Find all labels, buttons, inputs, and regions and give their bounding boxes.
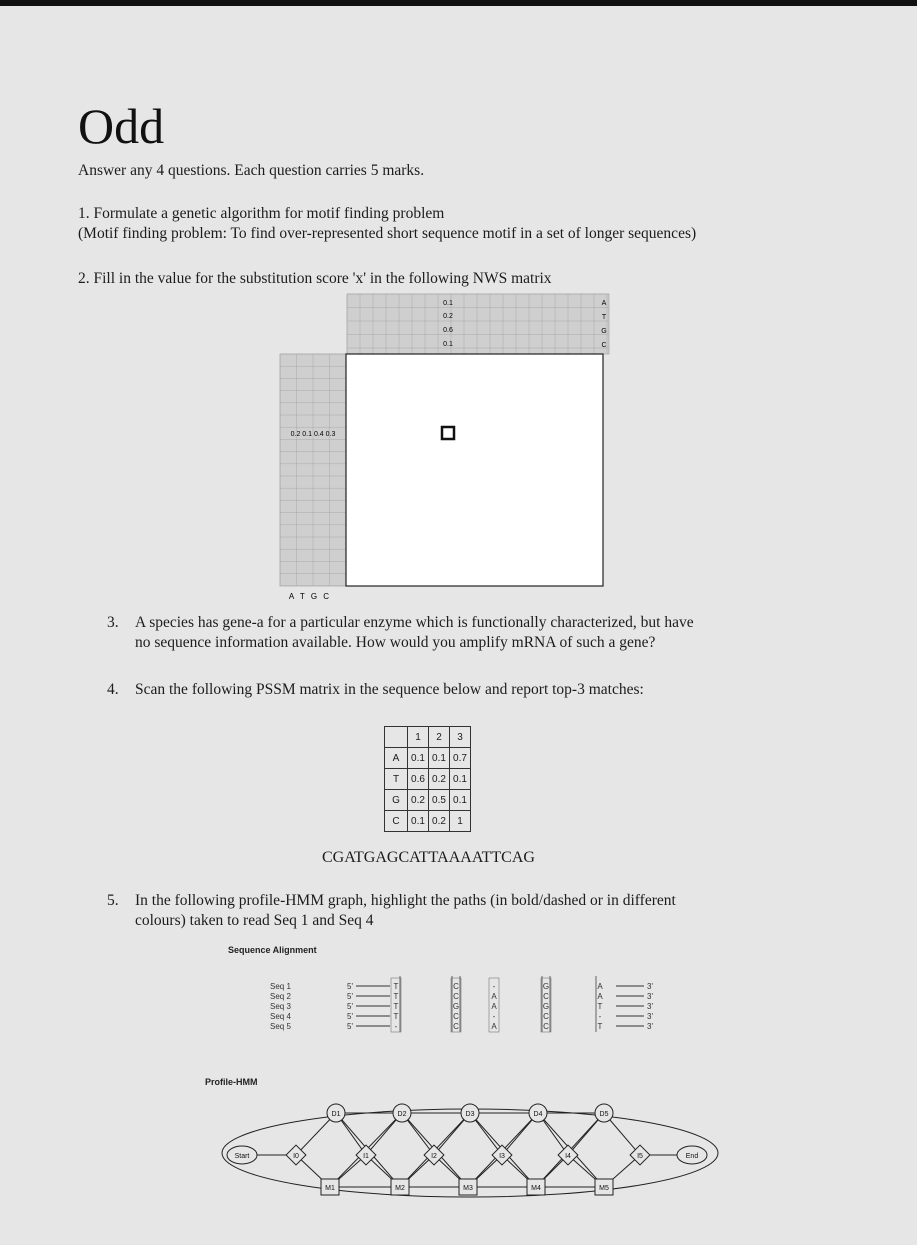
alignment-char: T <box>597 1022 603 1031</box>
alignment-char: A <box>491 992 497 1001</box>
q3-line2: no sequence information available. How would you amplify mRNA of such a gene? <box>135 634 656 651</box>
pssm-table <box>384 726 471 832</box>
alignment-char: C <box>543 1012 549 1021</box>
pssm-cell: 0.1 <box>450 790 471 811</box>
pssm-row-label: G <box>385 790 408 811</box>
q4-number: 4. <box>107 681 119 698</box>
seq-label: Seq 5 <box>270 1022 291 1031</box>
pssm-cell: 0.2 <box>429 811 450 832</box>
top-value-3: 0.6 <box>443 327 453 334</box>
alignment-char: - <box>492 982 496 991</box>
pssm-row-a <box>385 748 471 769</box>
sequence-alignment <box>250 960 670 1055</box>
top-edge-bar <box>0 0 917 6</box>
alignment-char: G <box>542 982 550 991</box>
hmm-node-label: I4 <box>565 1153 571 1160</box>
hmm-node-label: D5 <box>599 1111 609 1118</box>
x-cell <box>442 427 454 439</box>
pssm-cell: 0.1 <box>429 748 450 769</box>
alignment-char: 5' <box>347 982 353 991</box>
alignment-char: C <box>453 982 459 991</box>
hmm-node-label: Start <box>234 1153 250 1160</box>
left-values: 0.2 0.1 0.4 0.3 <box>290 431 336 438</box>
alignment-char: C <box>543 1022 549 1031</box>
seq-label: Seq 2 <box>270 992 291 1001</box>
alignment-char: T <box>393 992 399 1001</box>
alignment-char: - <box>492 1012 496 1021</box>
pssm-row-label: A <box>385 748 408 769</box>
pssm-col-2: 2 <box>429 727 450 748</box>
top-value-2: 0.2 <box>443 313 453 320</box>
pssm-cell: 0.1 <box>408 811 429 832</box>
q1-line1: 1. Formulate a genetic algorithm for motif finding problem <box>78 205 445 222</box>
pssm-cell: 0.2 <box>429 769 450 790</box>
top-letter-c: C <box>601 342 607 349</box>
alignment-char: 3' <box>647 982 653 991</box>
alignment-char: - <box>598 1012 602 1021</box>
pssm-header-row <box>385 727 471 748</box>
pssm-row-label: C <box>385 811 408 832</box>
alignment-char: 3' <box>647 1012 653 1021</box>
nws-matrix-figure <box>270 288 620 608</box>
hmm-node-label: I0 <box>293 1153 299 1160</box>
hmm-node-label: D1 <box>331 1111 341 1118</box>
pssm-cell: 0.7 <box>450 748 471 769</box>
pssm-col-1: 1 <box>408 727 429 748</box>
alignment-char: G <box>542 1002 550 1011</box>
alignment-char: 3' <box>647 1002 653 1011</box>
profile-hmm-graph <box>220 1095 720 1205</box>
hmm-node-label: I1 <box>363 1153 369 1160</box>
q5-line1: In the following profile-HMM graph, highlight the paths (in bold/dashed or in different <box>135 892 676 909</box>
pssm-col-3: 3 <box>450 727 471 748</box>
alignment-char: A <box>491 1022 497 1031</box>
top-letter-t: T <box>601 314 607 321</box>
bottom-letters: A T G C <box>288 592 332 601</box>
alignment-char: C <box>453 1022 459 1031</box>
q5-line2: colours) taken to read Seq 1 and Seq 4 <box>135 912 374 929</box>
alignment-char: 5' <box>347 1002 353 1011</box>
pssm-cell: 0.5 <box>429 790 450 811</box>
hmm-node-label: M2 <box>395 1185 405 1192</box>
instructions: Answer any 4 questions. Each question carries 5 marks. <box>78 162 425 179</box>
hmm-title: Profile-HMM <box>205 1077 258 1087</box>
top-profile-grid <box>347 294 609 354</box>
hmm-node-label: I5 <box>637 1153 643 1160</box>
hmm-node-label: M1 <box>325 1185 335 1192</box>
pssm-cell: 0.6 <box>408 769 429 790</box>
q3-number: 3. <box>107 614 119 631</box>
top-value-1: 0.1 <box>443 300 453 307</box>
q2-text: 2. Fill in the value for the substitution score 'x' in the following NWS matrix <box>78 270 552 287</box>
alignment-char: A <box>597 982 603 991</box>
alignment-char: 5' <box>347 1022 353 1031</box>
alignment-char: 3' <box>647 1022 653 1031</box>
pssm-row-c <box>385 811 471 832</box>
alignment-char: A <box>597 992 603 1001</box>
hmm-node-label: M5 <box>599 1185 609 1192</box>
alignment-char: T <box>597 1002 603 1011</box>
alignment-char: T <box>393 1012 399 1021</box>
alignment-char: T <box>393 982 399 991</box>
pssm-row-label: T <box>385 769 408 790</box>
top-letter-a: A <box>601 300 607 307</box>
q4-text: Scan the following PSSM matrix in the sequence below and report top-3 matches: <box>135 681 644 698</box>
pssm-row-g <box>385 790 471 811</box>
pssm-row-t <box>385 769 471 790</box>
left-profile-grid <box>280 354 346 586</box>
q1-line2: (Motif finding problem: To find over-represented short sequence motif in a set of longer sequences) <box>78 225 697 242</box>
top-letter-g: G <box>601 328 607 335</box>
q5-number: 5. <box>107 892 119 909</box>
seq-label: Seq 4 <box>270 1012 291 1021</box>
alignment-title: Sequence Alignment <box>228 945 317 955</box>
pssm-cell: 1 <box>450 811 471 832</box>
alignment-char: C <box>543 992 549 1001</box>
alignment-char: - <box>394 1022 398 1031</box>
pssm-corner <box>385 727 408 748</box>
alignment-char: T <box>393 1002 399 1011</box>
alignment-char: G <box>452 1002 460 1011</box>
top-value-4: 0.1 <box>443 341 453 348</box>
alignment-char: C <box>453 992 459 1001</box>
pssm-cell: 0.1 <box>450 769 471 790</box>
alignment-char: A <box>491 1002 497 1011</box>
alignment-char: 5' <box>347 992 353 1001</box>
hmm-node-label: M3 <box>463 1185 473 1192</box>
pssm-cell: 0.2 <box>408 790 429 811</box>
hmm-node-label: I2 <box>431 1153 437 1160</box>
dna-sequence: CGATGAGCATTAAAATTCAG <box>322 849 535 866</box>
hmm-node-label: D4 <box>533 1111 543 1118</box>
alignment-char: C <box>453 1012 459 1021</box>
hmm-node-label: M4 <box>531 1185 541 1192</box>
nws-matrix-box <box>346 354 603 586</box>
q3-line1: A species has gene-a for a particular enzyme which is functionally characterized, but have <box>135 614 694 631</box>
hmm-node-label: D2 <box>397 1111 407 1118</box>
alignment-char: 3' <box>647 992 653 1001</box>
seq-label: Seq 1 <box>270 982 291 991</box>
hmm-node-label: End <box>685 1153 699 1160</box>
hmm-node-label: D3 <box>465 1111 475 1118</box>
alignment-char: 5' <box>347 1012 353 1021</box>
seq-label: Seq 3 <box>270 1002 291 1011</box>
pssm-cell: 0.1 <box>408 748 429 769</box>
page-title: Odd <box>78 98 165 154</box>
hmm-node-label: I3 <box>499 1153 505 1160</box>
